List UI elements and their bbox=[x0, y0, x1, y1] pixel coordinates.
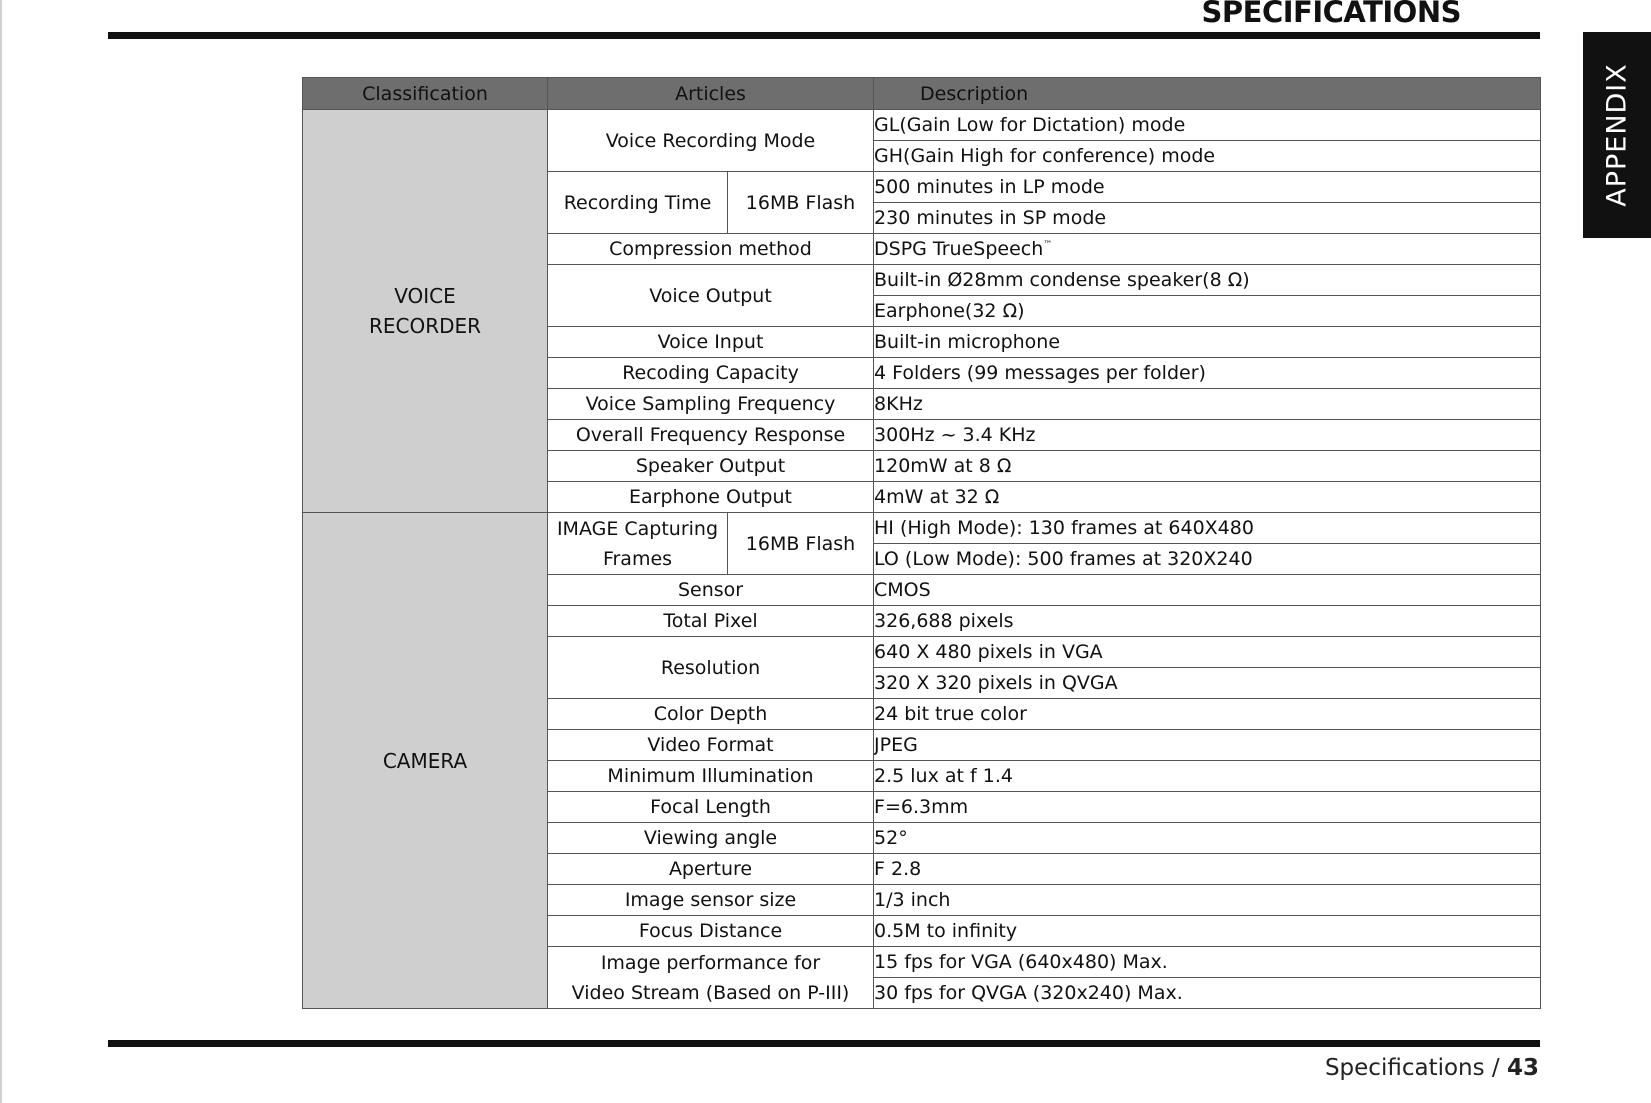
page-edge bbox=[0, 0, 2, 1103]
article-cell: Focal Length bbox=[548, 792, 874, 823]
table-row bbox=[303, 513, 1541, 544]
article-cell: Video Format bbox=[548, 730, 874, 761]
description-cell: 0.5M to infinity bbox=[874, 916, 1541, 947]
description-cell bbox=[874, 234, 1541, 265]
page-number: 43 bbox=[1506, 1055, 1539, 1081]
description-cell: Built-in microphone bbox=[874, 327, 1541, 358]
description-cell: LO (Low Mode): 500 frames at 320X240 bbox=[874, 544, 1541, 575]
classification-voice-recorder bbox=[303, 110, 548, 513]
description-cell: 230 minutes in SP mode bbox=[874, 203, 1541, 234]
table-header-row bbox=[303, 78, 1541, 110]
table-row bbox=[303, 110, 1541, 141]
article-cell: Recoding Capacity bbox=[548, 358, 874, 389]
description-cell: 8KHz bbox=[874, 389, 1541, 420]
description-cell: 52° bbox=[874, 823, 1541, 854]
article-cell bbox=[548, 947, 874, 1009]
description-cell: 1/3 inch bbox=[874, 885, 1541, 916]
page-title: SPECIFICATIONS bbox=[1201, 0, 1461, 29]
header-articles: Articles bbox=[548, 78, 874, 110]
description-cell: 4mW at 32 Ω bbox=[874, 482, 1541, 513]
article-line1: Image performance for bbox=[600, 951, 821, 974]
description-cell: 24 bit true color bbox=[874, 699, 1541, 730]
description-cell: HI (High Mode): 130 frames at 640X480 bbox=[874, 513, 1541, 544]
description-cell: Built-in Ø28mm condense speaker(8 Ω) bbox=[874, 265, 1541, 296]
description-cell: CMOS bbox=[874, 575, 1541, 606]
description-cell: 326,688 pixels bbox=[874, 606, 1541, 637]
description-cell: F=6.3mm bbox=[874, 792, 1541, 823]
article-cell: Focus Distance bbox=[548, 916, 874, 947]
specifications-table bbox=[302, 77, 1541, 1009]
article-cell: Aperture bbox=[548, 854, 874, 885]
article-cell: Earphone Output bbox=[548, 482, 874, 513]
classification-camera: CAMERA bbox=[303, 513, 548, 1009]
top-rule bbox=[108, 32, 1540, 39]
article-cell: Minimum Illumination bbox=[548, 761, 874, 792]
article-cell: Overall Frequency Response bbox=[548, 420, 874, 451]
description-cell: JPEG bbox=[874, 730, 1541, 761]
article-cell: Speaker Output bbox=[548, 451, 874, 482]
description-cell: 15 fps for VGA (640x480) Max. bbox=[874, 947, 1541, 978]
description-cell: 4 Folders (99 messages per folder) bbox=[874, 358, 1541, 389]
description-cell: 120mW at 8 Ω bbox=[874, 451, 1541, 482]
article-line2: Frames bbox=[602, 547, 673, 570]
article-cell: Color Depth bbox=[548, 699, 874, 730]
footer-text: Specifications / bbox=[1324, 1055, 1507, 1081]
header-description: Description bbox=[874, 78, 1541, 110]
article-cell: Resolution bbox=[548, 637, 874, 699]
description-text: DSPG TrueSpeech bbox=[874, 238, 1044, 260]
article-line2: Video Stream (Based on P-III) bbox=[571, 981, 850, 1004]
article-cell: Voice Output bbox=[548, 265, 874, 327]
appendix-tab bbox=[1583, 32, 1651, 238]
description-cell: 300Hz ~ 3.4 KHz bbox=[874, 420, 1541, 451]
bottom-rule bbox=[108, 1040, 1540, 1047]
article-cell: Image sensor size bbox=[548, 885, 874, 916]
header-classification: Classification bbox=[303, 78, 548, 110]
description-cell: 500 minutes in LP mode bbox=[874, 172, 1541, 203]
description-cell: 2.5 lux at f 1.4 bbox=[874, 761, 1541, 792]
classification-label-line1: VOICE bbox=[394, 284, 456, 308]
article-subcell: 16MB Flash bbox=[728, 513, 874, 575]
article-cell: Total Pixel bbox=[548, 606, 874, 637]
description-cell: Earphone(32 Ω) bbox=[874, 296, 1541, 327]
description-cell: 640 X 480 pixels in VGA bbox=[874, 637, 1541, 668]
description-cell: F 2.8 bbox=[874, 854, 1541, 885]
article-cell: Compression method bbox=[548, 234, 874, 265]
description-cell: 320 X 320 pixels in QVGA bbox=[874, 668, 1541, 699]
article-cell: Recording Time bbox=[548, 172, 728, 234]
appendix-tab-label: APPENDIX bbox=[1601, 63, 1633, 207]
article-cell: Viewing angle bbox=[548, 823, 874, 854]
article-cell bbox=[548, 513, 728, 575]
description-cell: 30 fps for QVGA (320x240) Max. bbox=[874, 978, 1541, 1009]
page-footer bbox=[1325, 1053, 1539, 1083]
trademark-mark: ™ bbox=[1043, 240, 1053, 250]
description-cell: GH(Gain High for conference) mode bbox=[874, 141, 1541, 172]
description-cell: GL(Gain Low for Dictation) mode bbox=[874, 110, 1541, 141]
article-cell: Voice Recording Mode bbox=[548, 110, 874, 172]
article-cell: Voice Input bbox=[548, 327, 874, 358]
article-cell: Sensor bbox=[548, 575, 874, 606]
article-cell: Voice Sampling Frequency bbox=[548, 389, 874, 420]
classification-label-line2: RECORDER bbox=[368, 314, 482, 338]
article-subcell: 16MB Flash bbox=[728, 172, 874, 234]
article-line1: IMAGE Capturing bbox=[556, 517, 719, 540]
